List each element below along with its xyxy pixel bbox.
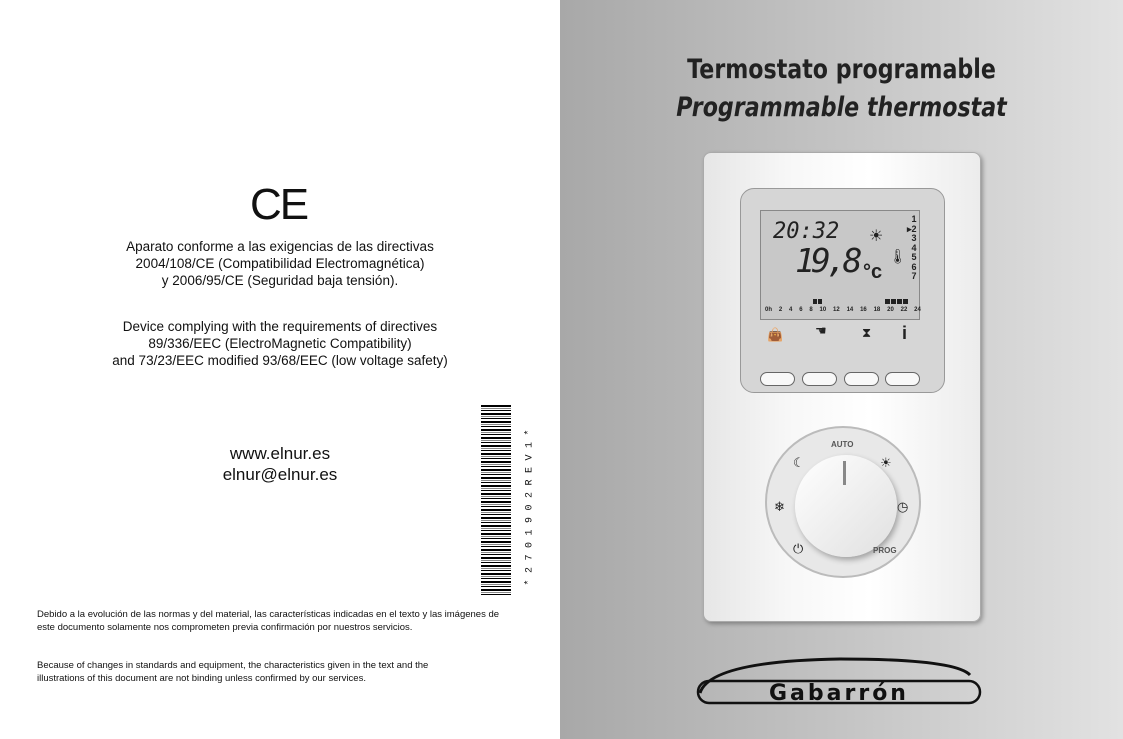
thermometer-icon: 🌡 <box>889 248 907 264</box>
compliance-es <box>0 238 560 289</box>
day: 1 <box>911 214 917 224</box>
hour: 10 <box>819 307 827 313</box>
lcd-time: 20:32 <box>773 219 840 244</box>
lcd-temperature: 19,8 <box>795 241 859 280</box>
hand-icon: ☚ <box>815 323 827 338</box>
text-line: 89/336/EEC (ElectroMagnetic Compatibility) <box>148 336 412 351</box>
day: 5 <box>911 252 917 262</box>
gabarron-logo <box>690 655 982 707</box>
hour: 14 <box>846 307 854 313</box>
lcd-unit: °c <box>863 261 883 283</box>
lcd-screen <box>760 210 920 320</box>
disclaimer-en: Because of changes in standards and equipment, the characteristics given in the text and the illustrations of this document are not binding unless confirmed by our services. <box>37 660 429 684</box>
day: 7 <box>911 271 917 281</box>
compliance-en <box>0 318 560 369</box>
barcode-text: *2701902REV1* <box>524 422 536 586</box>
hour: 24 <box>914 307 921 313</box>
button-1[interactable] <box>760 372 795 386</box>
hour: 12 <box>833 307 840 313</box>
hour: 6 <box>799 307 803 313</box>
dial-pointer <box>843 461 846 485</box>
dial-label-prog: PROG <box>873 546 897 555</box>
disclaimer-es: Debido a la evolución de las normas y del material, las características indicadas en el texto y las imágenes de este documento solamente nos comprometen previa confirmación por nuestros servicios. <box>37 609 500 633</box>
brand-name: Gabarrón <box>769 681 909 706</box>
dial-label-auto: AUTO <box>831 440 854 449</box>
button-2[interactable] <box>802 372 837 386</box>
suitcase-icon: 👜 <box>767 327 784 342</box>
moon-icon: ☾ <box>793 455 805 470</box>
clock-icon: ◷ <box>897 499 909 514</box>
sun-icon: ☀ <box>880 455 892 470</box>
contact <box>0 443 560 485</box>
hour: 0h <box>765 307 773 313</box>
text-line: 2004/108/CE (Compatibilidad Electromagnética) <box>135 256 425 271</box>
day: ▸2 <box>907 223 917 234</box>
hour-scale <box>765 307 921 313</box>
hour: 8 <box>809 307 813 313</box>
power-icon: ⏻ <box>793 541 804 556</box>
day: 3 <box>911 233 917 243</box>
hour: 22 <box>900 307 908 313</box>
sun-icon: ☀ <box>869 228 884 245</box>
text-line: Device complying with the requirements of directives <box>122 319 438 334</box>
ce-mark: CE <box>250 180 308 229</box>
snowflake-icon: ❄ <box>774 499 785 514</box>
text-line: Aparato conforme a las exigencias de las directivas <box>126 239 434 254</box>
barcode <box>481 405 511 595</box>
mode-dial[interactable] <box>795 455 897 557</box>
day: 4 <box>911 242 917 253</box>
hour: 18 <box>873 307 881 313</box>
button-3[interactable] <box>844 372 879 386</box>
text-line: y 2006/95/CE (Seguridad baja tensión). <box>161 273 399 288</box>
email-link[interactable]: elnur@elnur.es <box>222 465 338 484</box>
hour: 16 <box>860 307 867 313</box>
text-line: and 73/23/EEC modified 93/68/EEC (low voltage safety) <box>112 353 448 368</box>
title-es: Termostato programable <box>687 54 996 85</box>
day: 6 <box>911 261 917 272</box>
button-4[interactable] <box>885 372 920 386</box>
hour: 2 <box>778 307 783 313</box>
back-cover <box>0 0 560 739</box>
website-link[interactable]: www.elnur.es <box>229 444 331 463</box>
program-bar <box>885 299 909 304</box>
day-list <box>907 215 917 282</box>
info-icon: i <box>902 323 908 343</box>
hour: 20 <box>887 307 894 313</box>
program-bar <box>813 299 823 304</box>
title-en: Programmable thermostat <box>676 92 1007 123</box>
hour: 4 <box>789 307 793 313</box>
hourglass-icon: ⧗ <box>862 325 872 340</box>
